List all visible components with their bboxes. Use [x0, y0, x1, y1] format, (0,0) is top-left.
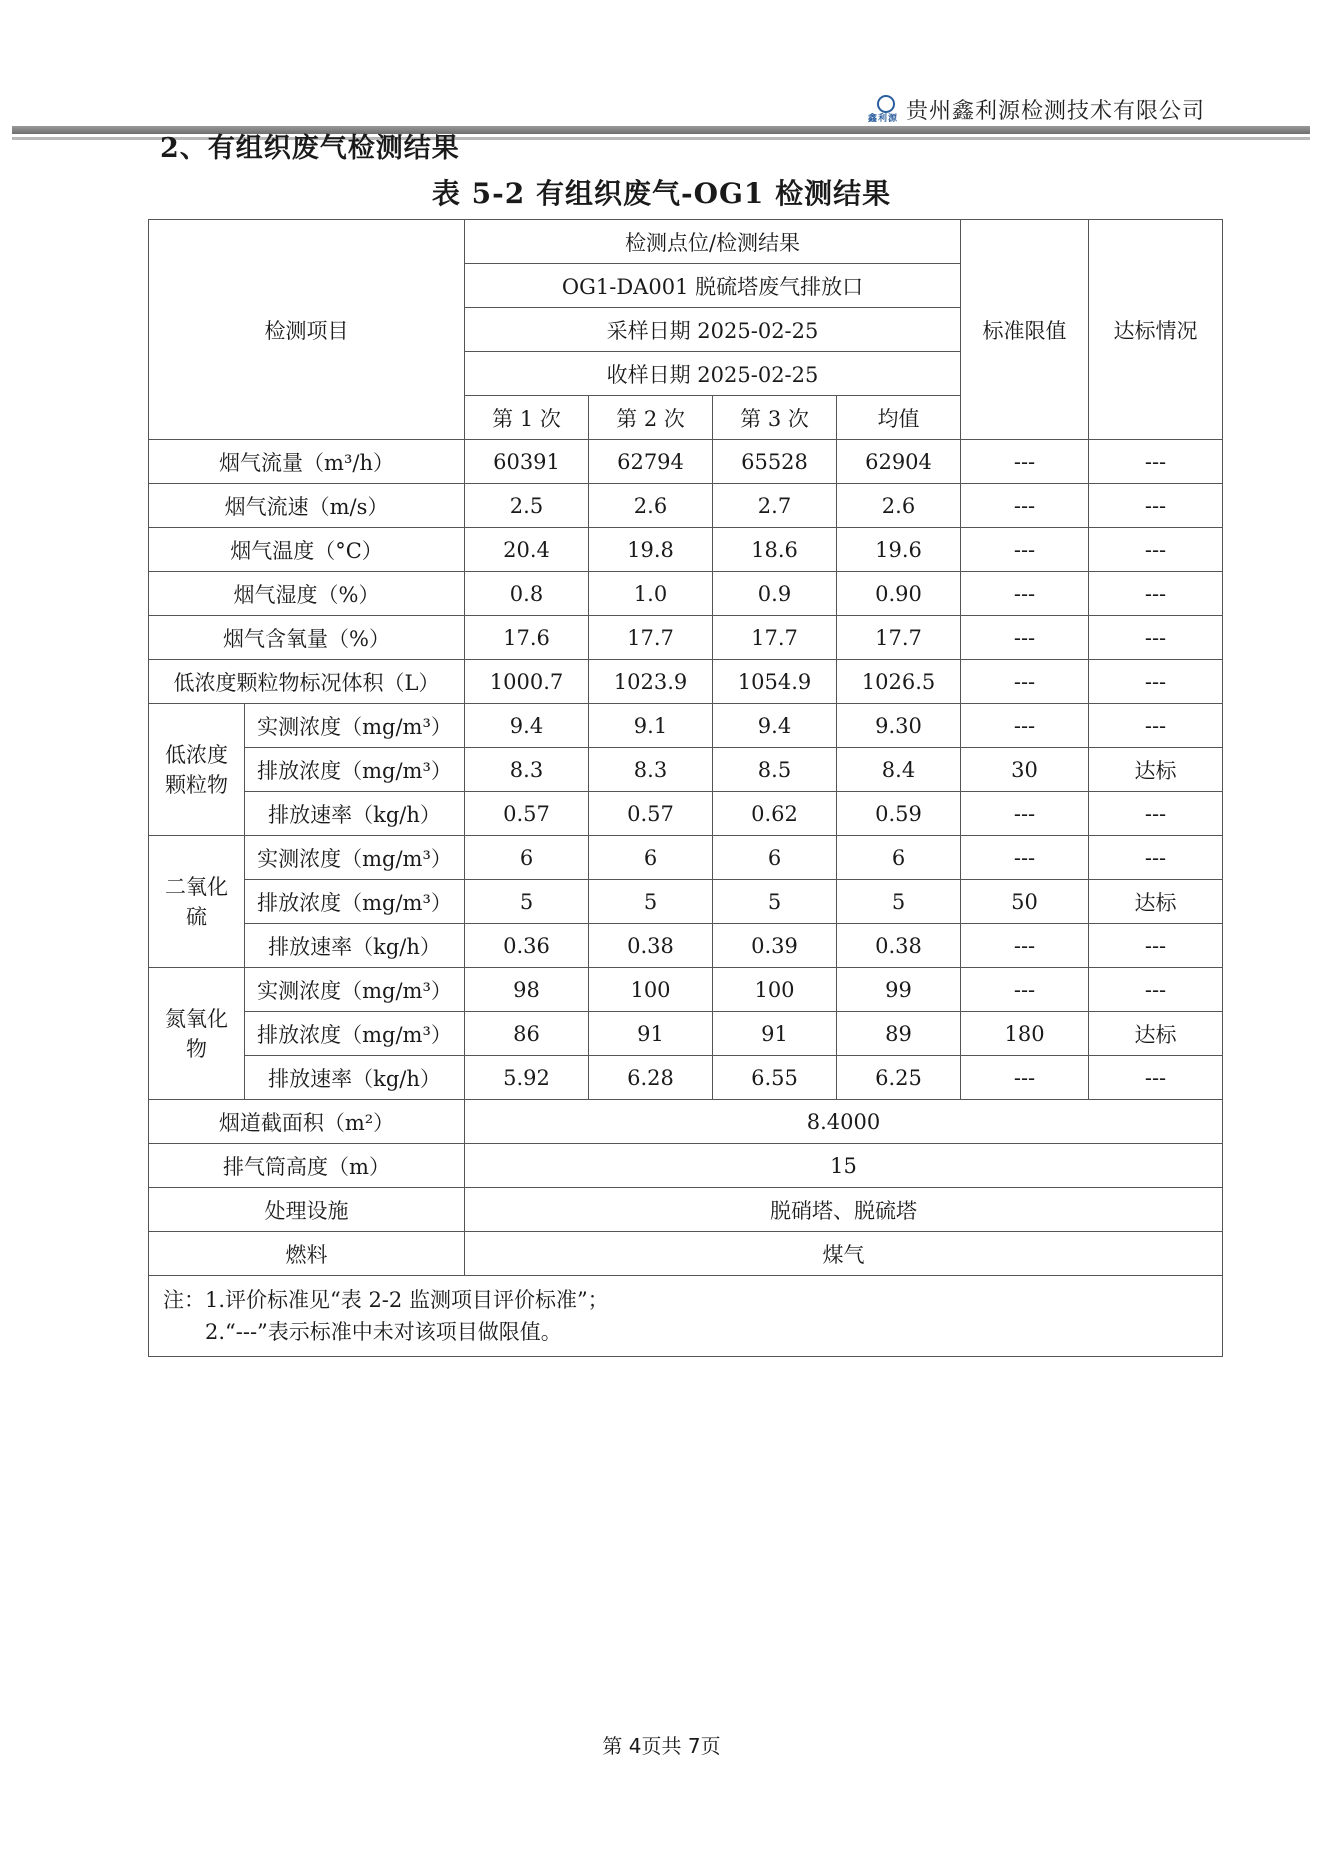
- value-cell: 6: [837, 836, 961, 880]
- value-cell: 6.28: [589, 1056, 713, 1100]
- value-cell: 17.7: [713, 616, 837, 660]
- table-row: [149, 440, 1223, 484]
- table-title: 表 5-2 有组织废气-OG1 检测结果: [431, 177, 892, 210]
- status-cell: ---: [1089, 572, 1223, 616]
- group-label: 低浓度颗粒物: [149, 704, 245, 836]
- group-label: 氮氧化物: [149, 968, 245, 1100]
- row-label: 排放浓度（mg/m³）: [245, 880, 465, 924]
- status-cell: ---: [1089, 484, 1223, 528]
- sample-date: 采样日期 2025-02-25: [465, 308, 961, 352]
- value-cell: 17.7: [837, 616, 961, 660]
- company-name: 贵州鑫利源检测技术有限公司: [905, 99, 1205, 124]
- value-cell: 2.6: [837, 484, 961, 528]
- table-row: [149, 660, 1223, 704]
- value-cell: 1000.7: [465, 660, 589, 704]
- value-cell: 1026.5: [837, 660, 961, 704]
- value-cell: 86: [465, 1012, 589, 1056]
- row-label: 排放速率（kg/h）: [245, 792, 465, 836]
- status-header: 达标情况: [1089, 220, 1223, 440]
- value-cell: 9.30: [837, 704, 961, 748]
- table-row: [149, 528, 1223, 572]
- value-cell: 89: [837, 1012, 961, 1056]
- table-row: [149, 616, 1223, 660]
- row-label: 排放速率（kg/h）: [245, 1056, 465, 1100]
- value-cell: 9.4: [465, 704, 589, 748]
- table-row: [149, 1056, 1223, 1100]
- limit-cell: ---: [961, 968, 1089, 1012]
- value-cell: 6: [465, 836, 589, 880]
- value-cell: 1023.9: [589, 660, 713, 704]
- value-cell: 5: [465, 880, 589, 924]
- value-cell: 98: [465, 968, 589, 1012]
- value-cell: 0.57: [589, 792, 713, 836]
- page-header: [0, 0, 1323, 164]
- value-cell: 0.59: [837, 792, 961, 836]
- row-label: 烟道截面积（m²）: [149, 1100, 465, 1144]
- value-cell: 0.38: [837, 924, 961, 968]
- run-header: 第 3 次: [713, 396, 837, 440]
- limit-cell: ---: [961, 836, 1089, 880]
- receive-date: 收样日期 2025-02-25: [465, 352, 961, 396]
- company-logo: [868, 95, 902, 125]
- run-header: 均值: [837, 396, 961, 440]
- notes-cell: [149, 1276, 1223, 1357]
- value-cell: 0.8: [465, 572, 589, 616]
- value-cell: 100: [713, 968, 837, 1012]
- limit-cell: ---: [961, 924, 1089, 968]
- value-cell: 6.55: [713, 1056, 837, 1100]
- row-label: 烟气温度（°C）: [149, 528, 465, 572]
- result-header: 检测点位/检测结果: [465, 220, 961, 264]
- value-cell: 0.90: [837, 572, 961, 616]
- limit-cell: ---: [961, 572, 1089, 616]
- value-cell: 1054.9: [713, 660, 837, 704]
- limit-cell: 180: [961, 1012, 1089, 1056]
- row-label: 烟气流量（m³/h）: [149, 440, 465, 484]
- info-value: 8.4000: [465, 1100, 1223, 1144]
- row-label: 排气筒高度（m）: [149, 1144, 465, 1188]
- status-cell: 达标: [1089, 880, 1223, 924]
- status-cell: ---: [1089, 704, 1223, 748]
- row-label: 实测浓度（mg/m³）: [245, 968, 465, 1012]
- page-footer: 第 4页共 7页: [602, 1734, 721, 1758]
- table-row: [149, 1188, 1223, 1232]
- info-value: 15: [465, 1144, 1223, 1188]
- row-label: 烟气含氧量（%）: [149, 616, 465, 660]
- table-row: [149, 748, 1223, 792]
- section-heading: 2、有组织废气检测结果: [160, 133, 460, 164]
- row-label: 低浓度颗粒物标况体积（L）: [149, 660, 465, 704]
- value-cell: 8.5: [713, 748, 837, 792]
- row-label: 排放浓度（mg/m³）: [245, 748, 465, 792]
- limit-cell: ---: [961, 792, 1089, 836]
- value-cell: 91: [713, 1012, 837, 1056]
- value-cell: 100: [589, 968, 713, 1012]
- limit-cell: ---: [961, 440, 1089, 484]
- status-cell: ---: [1089, 792, 1223, 836]
- status-cell: 达标: [1089, 1012, 1223, 1056]
- info-value: 煤气: [465, 1232, 1223, 1276]
- limit-cell: ---: [961, 660, 1089, 704]
- table-row: [149, 484, 1223, 528]
- company-header: [868, 94, 1205, 125]
- table-row: [149, 880, 1223, 924]
- status-cell: ---: [1089, 440, 1223, 484]
- limit-cell: 50: [961, 880, 1089, 924]
- row-label: 烟气流速（m/s）: [149, 484, 465, 528]
- table-row: [149, 792, 1223, 836]
- limit-cell: 30: [961, 748, 1089, 792]
- table-row: [149, 1012, 1223, 1056]
- limit-cell: ---: [961, 616, 1089, 660]
- value-cell: 19.8: [589, 528, 713, 572]
- value-cell: 6.25: [837, 1056, 961, 1100]
- value-cell: 5: [837, 880, 961, 924]
- limit-cell: ---: [961, 1056, 1089, 1100]
- limit-cell: ---: [961, 528, 1089, 572]
- value-cell: 5: [589, 880, 713, 924]
- status-cell: ---: [1089, 616, 1223, 660]
- status-cell: ---: [1089, 1056, 1223, 1100]
- status-cell: ---: [1089, 660, 1223, 704]
- info-value: 脱硝塔、脱硫塔: [465, 1188, 1223, 1232]
- value-cell: 0.38: [589, 924, 713, 968]
- value-cell: 19.6: [837, 528, 961, 572]
- status-cell: 达标: [1089, 748, 1223, 792]
- limit-cell: ---: [961, 704, 1089, 748]
- value-cell: 2.5: [465, 484, 589, 528]
- row-label: 燃料: [149, 1232, 465, 1276]
- group-label: 二氧化硫: [149, 836, 245, 968]
- value-cell: 5.92: [465, 1056, 589, 1100]
- limit-header: 标准限值: [961, 220, 1089, 440]
- limit-cell: ---: [961, 484, 1089, 528]
- value-cell: 0.57: [465, 792, 589, 836]
- value-cell: 20.4: [465, 528, 589, 572]
- value-cell: 0.39: [713, 924, 837, 968]
- row-label: 处理设施: [149, 1188, 465, 1232]
- value-cell: 1.0: [589, 572, 713, 616]
- value-cell: 91: [589, 1012, 713, 1056]
- value-cell: 0.62: [713, 792, 837, 836]
- value-cell: 0.9: [713, 572, 837, 616]
- table-row: [149, 1144, 1223, 1188]
- value-cell: 5: [713, 880, 837, 924]
- value-cell: 17.6: [465, 616, 589, 660]
- value-cell: 6: [713, 836, 837, 880]
- table-row: [149, 836, 1223, 880]
- value-cell: 65528: [713, 440, 837, 484]
- logo-text: 鑫利源: [867, 113, 898, 124]
- value-cell: 8.3: [589, 748, 713, 792]
- value-cell: 18.6: [713, 528, 837, 572]
- status-cell: ---: [1089, 836, 1223, 880]
- value-cell: 62904: [837, 440, 961, 484]
- note-line: 2.“---”表示标准中未对该项目做限值。: [205, 1320, 562, 1344]
- value-cell: 62794: [589, 440, 713, 484]
- table-row: [149, 704, 1223, 748]
- notes-row: [149, 1276, 1223, 1357]
- value-cell: 99: [837, 968, 961, 1012]
- row-label: 烟气湿度（%）: [149, 572, 465, 616]
- value-cell: 2.6: [589, 484, 713, 528]
- status-cell: ---: [1089, 528, 1223, 572]
- value-cell: 9.4: [713, 704, 837, 748]
- results-table: [148, 219, 1223, 1357]
- value-cell: 6: [589, 836, 713, 880]
- row-label: 排放浓度（mg/m³）: [245, 1012, 465, 1056]
- value-cell: 17.7: [589, 616, 713, 660]
- run-header: 第 1 次: [465, 396, 589, 440]
- value-cell: 2.7: [713, 484, 837, 528]
- value-cell: 8.3: [465, 748, 589, 792]
- value-cell: 60391: [465, 440, 589, 484]
- value-cell: 8.4: [837, 748, 961, 792]
- monitoring-point: OG1-DA001 脱硫塔废气排放口: [465, 264, 961, 308]
- note-line: 注：1.评价标准见“表 2-2 监测项目评价标准”；: [163, 1288, 609, 1312]
- table-row: [149, 924, 1223, 968]
- row-label: 实测浓度（mg/m³）: [245, 704, 465, 748]
- run-header: 第 2 次: [589, 396, 713, 440]
- row-label: 实测浓度（mg/m³）: [245, 836, 465, 880]
- table-row: [149, 1232, 1223, 1276]
- table-row: [149, 968, 1223, 1012]
- item-header: 检测项目: [149, 220, 465, 440]
- table-row: [149, 572, 1223, 616]
- table-row: [149, 1100, 1223, 1144]
- value-cell: 0.36: [465, 924, 589, 968]
- row-label: 排放速率（kg/h）: [245, 924, 465, 968]
- status-cell: ---: [1089, 924, 1223, 968]
- value-cell: 9.1: [589, 704, 713, 748]
- status-cell: ---: [1089, 968, 1223, 1012]
